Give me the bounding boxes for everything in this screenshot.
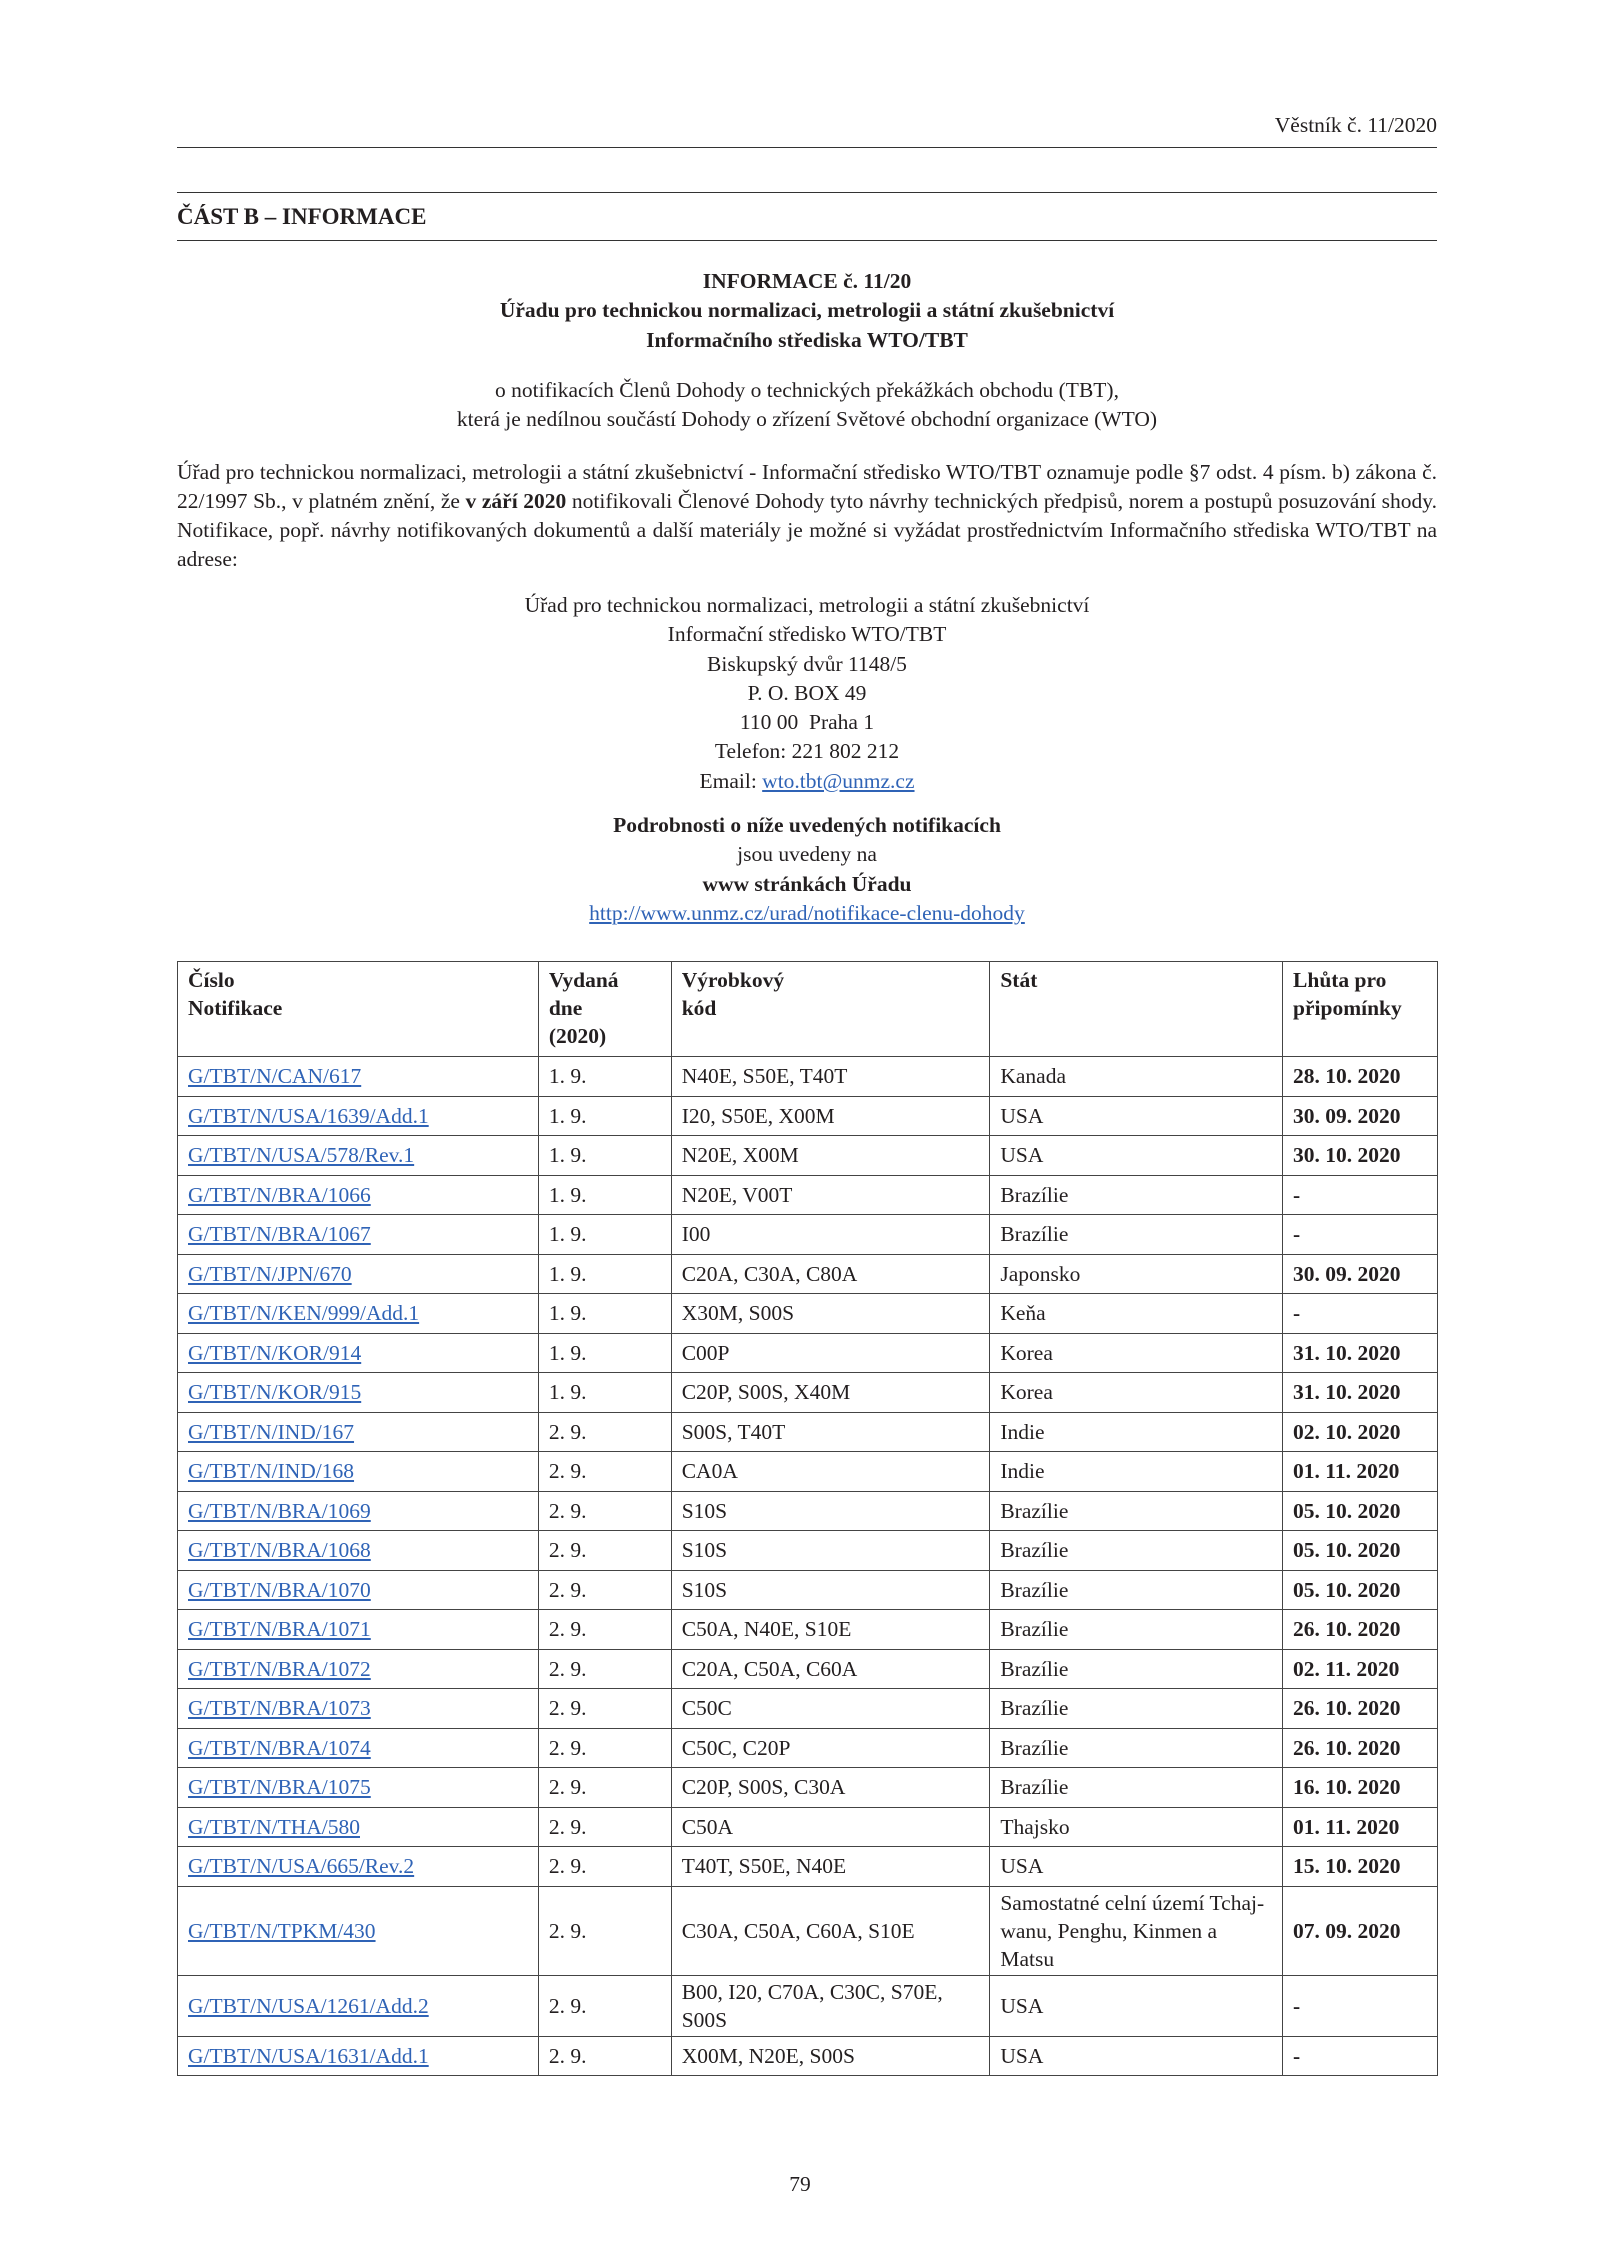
info-heading [177, 267, 1437, 355]
header-rule [177, 147, 1437, 148]
cell-product-code: S10S [671, 1531, 990, 1571]
table-row [178, 1570, 1438, 1610]
details-text: jsou uvedeny na [737, 842, 877, 867]
cell-deadline: 30. 09. 2020 [1283, 1254, 1438, 1294]
cell-notification-link [178, 1373, 539, 1413]
table-row [178, 1057, 1438, 1097]
cell-notification-link [178, 1975, 539, 2036]
header-col-product-code [671, 962, 990, 1057]
email-link[interactable]: wto.tbt@unmz.cz [762, 768, 915, 793]
cell-country: Keňa [990, 1294, 1283, 1334]
cell-product-code: S10S [671, 1570, 990, 1610]
notification-link[interactable]: G/TBT/N/BRA/1069 [188, 1498, 371, 1523]
table-row [178, 1649, 1438, 1689]
cell-issued-date: 1. 9. [538, 1136, 671, 1176]
cell-notification-link [178, 1333, 539, 1373]
journal-issue: Věstník č. 11/2020 [1274, 113, 1437, 137]
cell-product-code: S10S [671, 1491, 990, 1531]
cell-country: Brazílie [990, 1649, 1283, 1689]
cell-country: Samostatné celní území Tchaj-wanu, Penghu, Kinmen a Matsu [990, 1886, 1283, 1975]
section-top-rule [177, 192, 1437, 193]
address-line: Informační středisko WTO/TBT [667, 622, 947, 647]
cell-issued-date: 1. 9. [538, 1057, 671, 1097]
cell-product-code: X00M, N20E, S00S [671, 2036, 990, 2076]
table-row [178, 1254, 1438, 1294]
cell-notification-link [178, 1728, 539, 1768]
cell-deadline: 31. 10. 2020 [1283, 1373, 1438, 1413]
cell-notification-link [178, 2036, 539, 2076]
table-row [178, 1215, 1438, 1255]
cell-product-code: T40T, S50E, N40E [671, 1847, 990, 1887]
header-col-country [990, 962, 1283, 1057]
notification-link[interactable]: G/TBT/N/USA/1631/Add.1 [188, 2043, 429, 2068]
cell-country: Indie [990, 1452, 1283, 1492]
cell-country: USA [990, 1975, 1283, 2036]
table-row [178, 2036, 1438, 2076]
table-row [178, 1886, 1438, 1975]
cell-notification-link [178, 1807, 539, 1847]
cell-product-code: B00, I20, C70A, C30C, S70E, S00S [671, 1975, 990, 2036]
cell-product-code: C50A, N40E, S10E [671, 1610, 990, 1650]
cell-country: Korea [990, 1373, 1283, 1413]
header-col-notification [178, 962, 539, 1057]
cell-issued-date: 2. 9. [538, 1847, 671, 1887]
notification-link[interactable]: G/TBT/N/USA/578/Rev.1 [188, 1143, 415, 1168]
cell-deadline: 28. 10. 2020 [1283, 1057, 1438, 1097]
notification-link[interactable]: G/TBT/N/KEN/999/Add.1 [188, 1301, 420, 1326]
table-row [178, 1768, 1438, 1808]
intro-bold: v září 2020 [465, 489, 567, 513]
cell-notification-link [178, 1096, 539, 1136]
cell-country: Brazílie [990, 1491, 1283, 1531]
cell-issued-date: 2. 9. [538, 1412, 671, 1452]
cell-deadline: 26. 10. 2020 [1283, 1728, 1438, 1768]
notification-link[interactable]: G/TBT/N/BRA/1074 [188, 1735, 371, 1760]
cell-product-code: S00S, T40T [671, 1412, 990, 1452]
table-row [178, 1728, 1438, 1768]
details-url-link[interactable]: http://www.unmz.cz/urad/notifikace-clenu-dohody [589, 900, 1025, 925]
table-row [178, 1096, 1438, 1136]
cell-product-code: N20E, X00M [671, 1136, 990, 1176]
cell-country: Brazílie [990, 1610, 1283, 1650]
notification-link[interactable]: G/TBT/N/KOR/915 [188, 1380, 362, 1405]
details-web: www stránkách Úřadu [702, 871, 912, 896]
cell-product-code: C20A, C30A, C80A [671, 1254, 990, 1294]
notifications-table [177, 961, 1438, 2076]
cell-country: Brazílie [990, 1175, 1283, 1215]
notification-link[interactable]: G/TBT/N/TPKM/430 [188, 1918, 376, 1943]
cell-deadline: 26. 10. 2020 [1283, 1689, 1438, 1729]
address-block [177, 591, 1437, 796]
cell-country: USA [990, 1847, 1283, 1887]
cell-notification-link [178, 1649, 539, 1689]
cell-issued-date: 1. 9. [538, 1096, 671, 1136]
table-row [178, 1412, 1438, 1452]
cell-deadline: - [1283, 1215, 1438, 1255]
cell-notification-link [178, 1570, 539, 1610]
cell-deadline: 30. 10. 2020 [1283, 1136, 1438, 1176]
cell-notification-link [178, 1294, 539, 1334]
cell-issued-date: 2. 9. [538, 1452, 671, 1492]
cell-notification-link [178, 1689, 539, 1729]
cell-deadline: - [1283, 1294, 1438, 1334]
cell-notification-link [178, 1847, 539, 1887]
cell-issued-date: 1. 9. [538, 1373, 671, 1413]
cell-country: Japonsko [990, 1254, 1283, 1294]
notification-link[interactable]: G/TBT/N/USA/1261/Add.2 [188, 1993, 429, 2018]
email-label: Email: [699, 768, 763, 793]
section-title: ČÁST B – INFORMACE [177, 204, 427, 229]
cell-issued-date: 1. 9. [538, 1175, 671, 1215]
cell-issued-date: 2. 9. [538, 1570, 671, 1610]
cell-issued-date: 2. 9. [538, 2036, 671, 2076]
cell-product-code: CA0A [671, 1452, 990, 1492]
header-col-issued [538, 962, 671, 1057]
cell-issued-date: 1. 9. [538, 1254, 671, 1294]
notification-link[interactable]: G/TBT/N/USA/1639/Add.1 [188, 1103, 429, 1128]
address-line: P. O. BOX 49 [747, 680, 867, 705]
table-row [178, 1294, 1438, 1334]
table-row [178, 1847, 1438, 1887]
details-heading: Podrobnosti o níže uvedených notifikacích [613, 813, 1001, 837]
table-row [178, 1373, 1438, 1413]
table-row [178, 1610, 1438, 1650]
cell-country: Brazílie [990, 1215, 1283, 1255]
cell-notification-link [178, 1136, 539, 1176]
cell-product-code: C00P [671, 1333, 990, 1373]
notification-link[interactable]: G/TBT/N/THA/580 [188, 1814, 360, 1839]
notification-link[interactable]: G/TBT/N/IND/167 [188, 1419, 355, 1444]
cell-deadline: 02. 10. 2020 [1283, 1412, 1438, 1452]
notification-link[interactable]: G/TBT/N/USA/665/Rev.2 [188, 1854, 415, 1879]
cell-notification-link [178, 1215, 539, 1255]
cell-product-code: I00 [671, 1215, 990, 1255]
cell-deadline: - [1283, 2036, 1438, 2076]
cell-product-code: N40E, S50E, T40T [671, 1057, 990, 1097]
cell-product-code: C20P, S00S, X40M [671, 1373, 990, 1413]
cell-product-code: C30A, C50A, C60A, S10E [671, 1886, 990, 1975]
info-number: INFORMACE č. 11/20 [702, 269, 912, 293]
notification-link[interactable]: G/TBT/N/JPN/670 [188, 1261, 352, 1286]
cell-notification-link [178, 1057, 539, 1097]
header-line: Vydaná [548, 968, 619, 992]
address-line: Biskupský dvůr 1148/5 [707, 651, 907, 676]
cell-deadline: 31. 10. 2020 [1283, 1333, 1438, 1373]
cell-product-code: I20, S50E, X00M [671, 1096, 990, 1136]
cell-deadline: 05. 10. 2020 [1283, 1570, 1438, 1610]
cell-issued-date: 2. 9. [538, 1886, 671, 1975]
page-number: 79 [789, 2172, 811, 2196]
notification-link[interactable]: G/TBT/N/KOR/914 [188, 1340, 362, 1365]
table-row [178, 1136, 1438, 1176]
address-phone: Telefon: 221 802 212 [714, 739, 900, 764]
cell-notification-link [178, 1254, 539, 1294]
info-sub1: o notifikacích Členů Dohody o technických překážkách obchodu (TBT), [495, 378, 1119, 402]
cell-notification-link [178, 1175, 539, 1215]
cell-issued-date: 1. 9. [538, 1294, 671, 1334]
cell-deadline: 16. 10. 2020 [1283, 1768, 1438, 1808]
header-line: Výrobkový [681, 968, 785, 992]
header-line: (2020) [548, 1024, 607, 1048]
notification-link[interactable]: G/TBT/N/BRA/1071 [188, 1617, 371, 1642]
notification-link[interactable]: G/TBT/N/BRA/1072 [188, 1656, 371, 1681]
cell-country: USA [990, 1136, 1283, 1176]
cell-notification-link [178, 1491, 539, 1531]
cell-country: Korea [990, 1333, 1283, 1373]
notification-link[interactable]: G/TBT/N/BRA/1066 [188, 1182, 371, 1207]
cell-issued-date: 2. 9. [538, 1768, 671, 1808]
header-line: Lhůta pro [1293, 968, 1387, 992]
cell-notification-link [178, 1768, 539, 1808]
cell-deadline: 05. 10. 2020 [1283, 1531, 1438, 1571]
cell-product-code: N20E, V00T [671, 1175, 990, 1215]
header-line: Číslo [188, 968, 235, 992]
cell-country: Thajsko [990, 1807, 1283, 1847]
notification-link[interactable]: G/TBT/N/CAN/617 [188, 1064, 362, 1089]
cell-country: Brazílie [990, 1689, 1283, 1729]
cell-deadline: 05. 10. 2020 [1283, 1491, 1438, 1531]
notification-link[interactable]: G/TBT/N/BRA/1073 [188, 1696, 371, 1721]
cell-product-code: C50A [671, 1807, 990, 1847]
table-row [178, 1452, 1438, 1492]
table-row [178, 1689, 1438, 1729]
table-row [178, 1175, 1438, 1215]
intro-paragraph [177, 458, 1437, 574]
cell-issued-date: 2. 9. [538, 1531, 671, 1571]
notification-link[interactable]: G/TBT/N/BRA/1070 [188, 1577, 371, 1602]
cell-deadline: 26. 10. 2020 [1283, 1610, 1438, 1650]
table-row [178, 1531, 1438, 1571]
intro-text-2: notifikovali Členové Dohody tyto návrhy technických předpisů, norem a postupů posuzování shody. Notifikace, popř. návrhy notifikovaných dokumentů a další materiály je možné si vyžádat prostřednictvím Informačního střediska WTO/TBT na adrese: [177, 489, 1437, 571]
cell-issued-date: 1. 9. [538, 1215, 671, 1255]
header-line: dne [548, 996, 583, 1020]
cell-issued-date: 2. 9. [538, 1728, 671, 1768]
cell-deadline: - [1283, 1175, 1438, 1215]
table-row [178, 1807, 1438, 1847]
cell-issued-date: 2. 9. [538, 1807, 671, 1847]
info-subtitle [177, 376, 1437, 435]
address-line: Úřad pro technickou normalizaci, metrologii a státní zkušebnictví [524, 593, 1090, 617]
cell-country: Kanada [990, 1057, 1283, 1097]
header-line: Stát [1000, 968, 1038, 992]
cell-deadline: 30. 09. 2020 [1283, 1096, 1438, 1136]
cell-product-code: C50C [671, 1689, 990, 1729]
cell-country: Brazílie [990, 1570, 1283, 1610]
info-center: Informačního střediska WTO/TBT [646, 327, 968, 352]
cell-country: USA [990, 1096, 1283, 1136]
cell-deadline: 01. 11. 2020 [1283, 1807, 1438, 1847]
header-line: Notifikace [188, 996, 283, 1020]
cell-product-code: C50C, C20P [671, 1728, 990, 1768]
cell-deadline: 07. 09. 2020 [1283, 1886, 1438, 1975]
cell-country: Indie [990, 1412, 1283, 1452]
cell-issued-date: 2. 9. [538, 1491, 671, 1531]
cell-product-code: C20P, S00S, C30A [671, 1768, 990, 1808]
cell-issued-date: 2. 9. [538, 1975, 671, 2036]
intro-text-1: Úřad pro technickou normalizaci, metrologii a státní zkušebnictví - Informační středisko WTO/TBT oznamuje podle §7 odst. 4 písm. b) zákona č. 22/1997 Sb., v platném znění, že [177, 460, 1437, 513]
table-row [178, 1333, 1438, 1373]
cell-product-code: C20A, C50A, C60A [671, 1649, 990, 1689]
cell-country: Brazílie [990, 1728, 1283, 1768]
section-bottom-rule [177, 240, 1437, 241]
cell-issued-date: 2. 9. [538, 1649, 671, 1689]
header-col-deadline [1283, 962, 1438, 1057]
table-row [178, 1491, 1438, 1531]
notification-link[interactable]: G/TBT/N/BRA/1067 [188, 1222, 371, 1247]
header-line: připomínky [1293, 996, 1402, 1020]
notification-link[interactable]: G/TBT/N/IND/168 [188, 1459, 355, 1484]
cell-notification-link [178, 1412, 539, 1452]
cell-notification-link [178, 1452, 539, 1492]
cell-country: Brazílie [990, 1768, 1283, 1808]
cell-notification-link [178, 1610, 539, 1650]
table-header-row [178, 962, 1438, 1057]
info-sub2: která je nedílnou součástí Dohody o zřízení Světové obchodní organizace (WTO) [456, 407, 1158, 432]
table-row [178, 1975, 1438, 2036]
cell-product-code: X30M, S00S [671, 1294, 990, 1334]
cell-notification-link [178, 1531, 539, 1571]
cell-notification-link [178, 1886, 539, 1975]
header-line: kód [681, 996, 717, 1020]
cell-deadline: 15. 10. 2020 [1283, 1847, 1438, 1887]
cell-deadline: 02. 11. 2020 [1283, 1649, 1438, 1689]
cell-deadline: 01. 11. 2020 [1283, 1452, 1438, 1492]
info-office: Úřadu pro technickou normalizaci, metrologii a státní zkušebnictví [499, 298, 1115, 323]
cell-issued-date: 1. 9. [538, 1333, 671, 1373]
cell-issued-date: 2. 9. [538, 1689, 671, 1729]
cell-issued-date: 2. 9. [538, 1610, 671, 1650]
address-line: 110 00 Praha 1 [739, 710, 875, 735]
cell-country: Brazílie [990, 1531, 1283, 1571]
cell-deadline: - [1283, 1975, 1438, 2036]
notification-link[interactable]: G/TBT/N/BRA/1068 [188, 1538, 371, 1563]
details-block [177, 811, 1437, 928]
notification-link[interactable]: G/TBT/N/BRA/1075 [188, 1775, 371, 1800]
cell-country: USA [990, 2036, 1283, 2076]
